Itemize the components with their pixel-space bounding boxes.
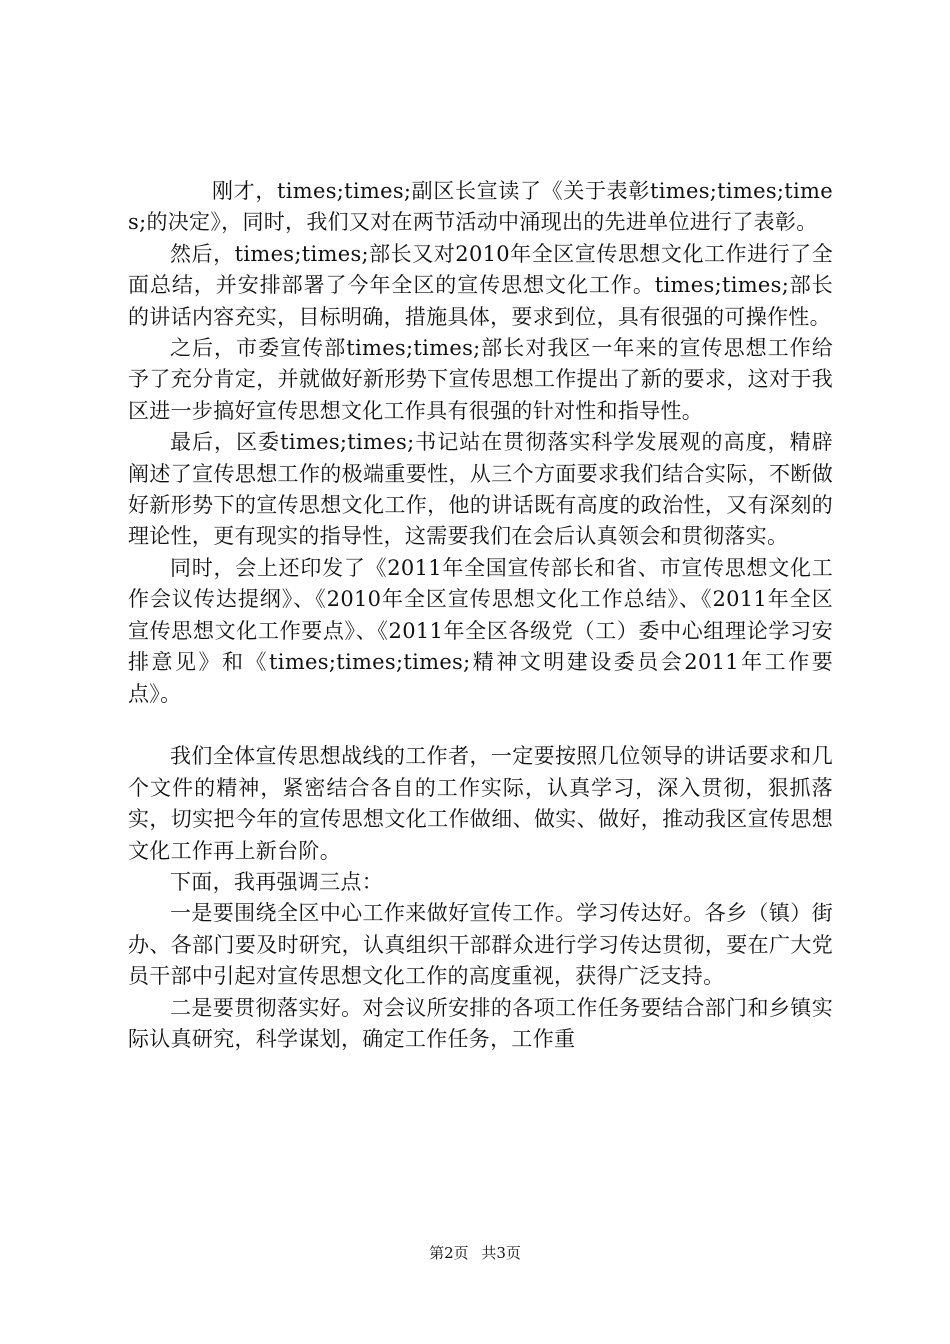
page-total: 共3页 xyxy=(481,1244,521,1262)
paragraph-7: 下面，我再强调三点： xyxy=(170,869,383,894)
paragraph-4: 最后，区委times;times;书记站在贯彻落实科学发展观的高度，精辟阐述了宣传思想工作的极端重要性，从三个方面要求我们结合实际，不断做好新形势下的宣传思想文化工作，他的讲话既有高度的政治性，又有深刻的理论性，更有现实的指导性，这需要我们在会后认真领会和贯彻落实。 xyxy=(128,430,833,549)
paragraph-8: 一是要围绕全区中心工作来做好宣传工作。学习传达好。各乡（镇）街办、各部门要及时研究，认真组织干部群众进行学习传达贯彻，要在广大党员干部中引起对宣传思想文化工作的高度重视，获得广泛支持。 xyxy=(128,901,833,989)
page-number: 第2页 xyxy=(429,1244,469,1262)
paragraph-6: 我们全体宣传思想战线的工作者，一定要按照几位领导的讲话要求和几个文件的精神，紧密结合各自的工作实际，认真学习，深入贯彻，狠抓落实，切实把今年的宣传思想文化工作做细、做实、做好，推动我区宣传思想文化工作再上新台阶。 xyxy=(128,744,833,863)
paragraph-gap xyxy=(128,710,833,741)
paragraph-2: 然后，times;times;部长又对2010年全区宣传思想文化工作进行了全面总结，并安排部署了今年全区的宣传思想文化工作。times;times;部长的讲话内容充实，目标明确，措施具体，要求到位，具有很强的可操作性。 xyxy=(128,241,833,329)
paragraph-3: 之后，市委宣传部times;times;部长对我区一年来的宣传思想工作给予了充分肯定，并就做好新形势下宣传思想工作提出了新的要求，这对于我区进一步搞好宣传思想文化工作具有很强的针对性和指导性。 xyxy=(128,336,833,423)
paragraph-9: 二是要贯彻落实好。对会议所安排的各项工作任务要结合部门和乡镇实际认真研究，科学谋划，确定工作任务，工作重 xyxy=(128,995,833,1051)
paragraph-5: 同时，会上还印发了《2011年全国宣传部长和省、市宣传思想文化工作会议传达提纲》、《2010年全区宣传思想文化工作总结》、《2011年全区宣传思想文化工作要点》、《2011年全区各级党（工）委中心组理论学习安排意见》和《times;times;times;精神文明建设委员会2011年工作要点》。 xyxy=(128,555,833,706)
paragraph-1: 刚才，times;times;副区长宣读了《关于表彰times;times;times;的决定》，同时，我们又对在两节活动中涌现出的先进单位进行了表彰。 xyxy=(128,179,833,235)
document-body xyxy=(128,176,833,1055)
page-footer xyxy=(0,1243,950,1263)
